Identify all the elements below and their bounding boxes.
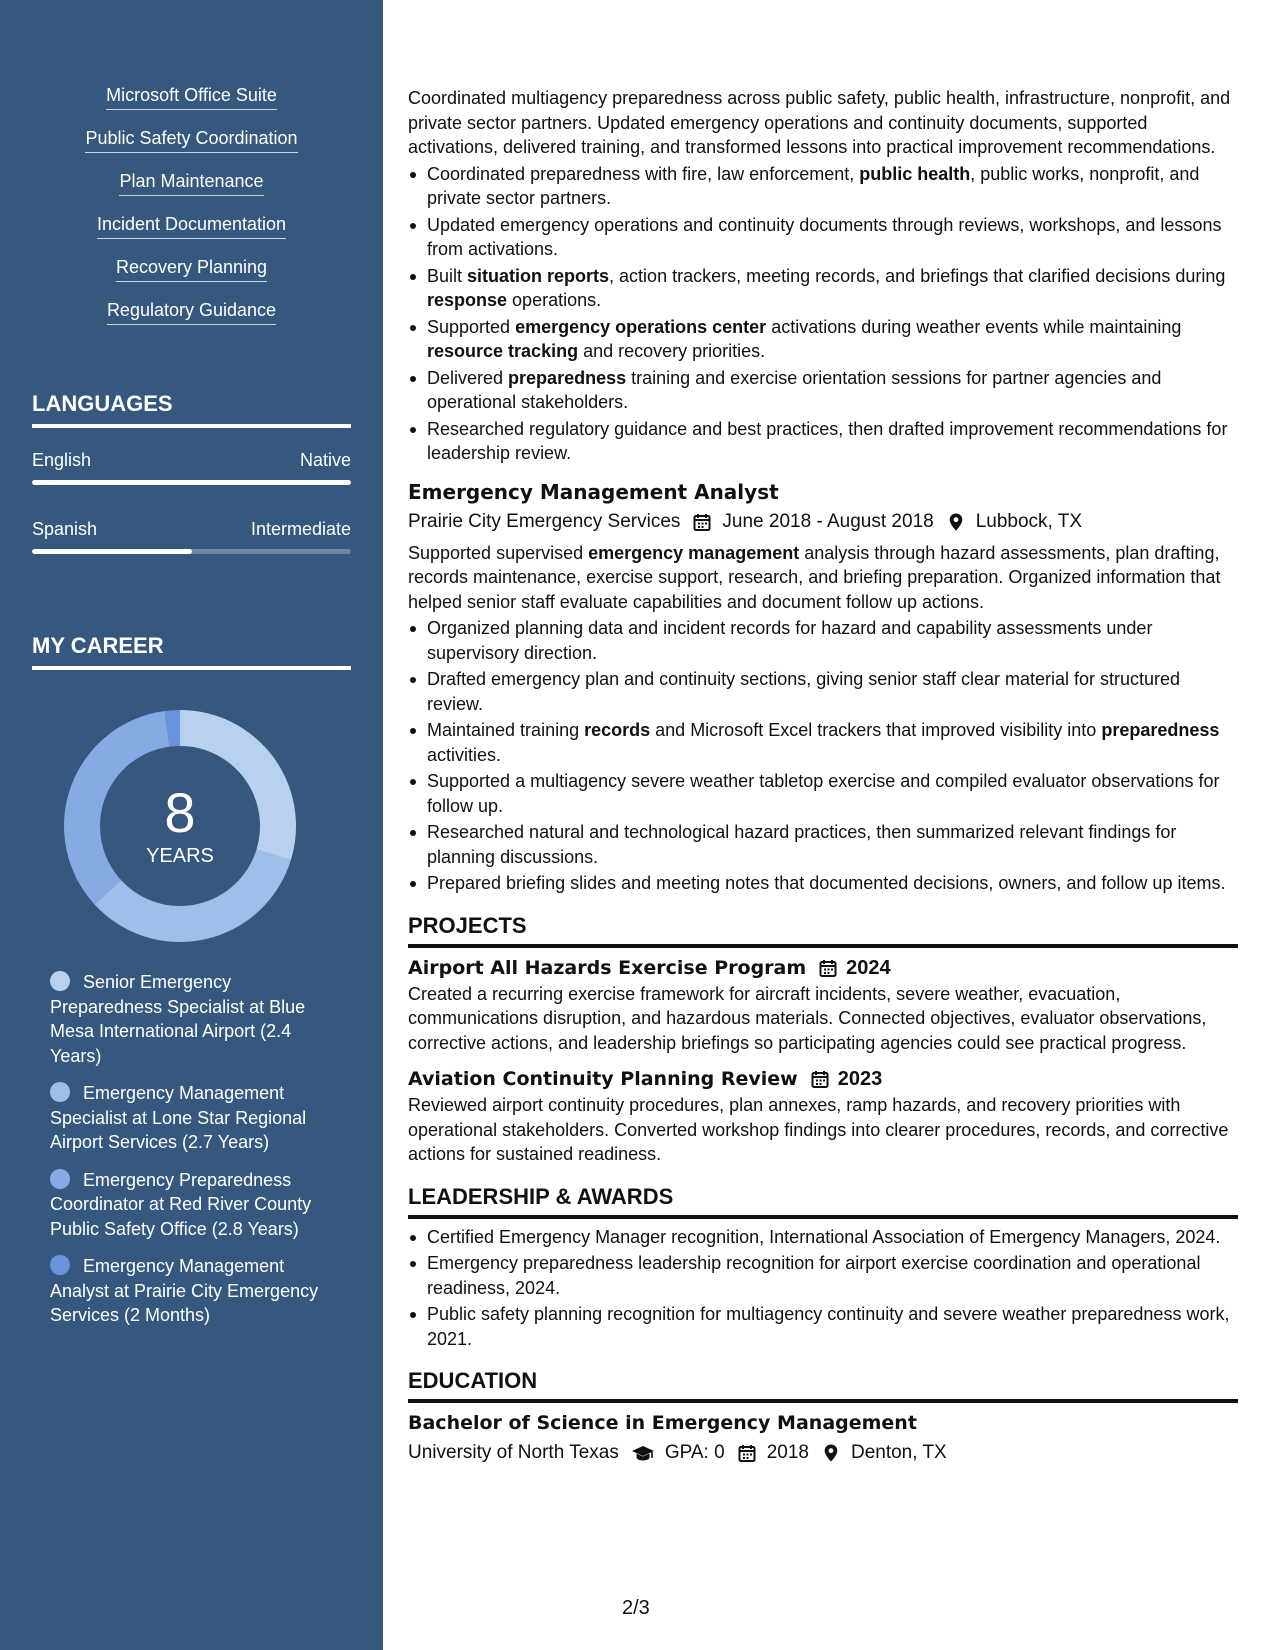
leadership-list (408, 1225, 1238, 1352)
education-meta (408, 1439, 1238, 1467)
bullet-item: Researched natural and technological hazard practices, then summarized relevant findings for planning discussions. (408, 820, 1238, 869)
education-degree: Bachelor of Science in Emergency Management (408, 1412, 917, 1434)
education-school: University of North Texas (408, 1442, 619, 1463)
language-name: Spanish (32, 519, 98, 539)
language-bar (32, 549, 351, 554)
project-title: Aviation Continuity Planning Review (408, 1068, 798, 1090)
donut-center (62, 708, 298, 944)
leadership-item: Certified Emergency Manager recognition, International Association of Emergency Managers, 2024. (408, 1225, 1238, 1250)
job2-company: Prairie City Emergency Services (408, 510, 681, 532)
calendar-icon (737, 1443, 757, 1463)
job2-title: Emergency Management Analyst (408, 479, 779, 504)
legend-dot-icon (50, 1255, 70, 1275)
skill-item: Incident Documentation (97, 213, 286, 239)
main-content (408, 86, 1238, 1472)
project-desc: Reviewed airport continuity procedures, plan annexes, ramp hazards, and recovery priorities with operational stakeholders. Converted workshop findings into clearer procedures, records, and corrective actions for sustained readiness. (408, 1095, 1229, 1164)
job2-bullets (408, 616, 1238, 896)
skill-item: Microsoft Office Suite (106, 84, 277, 110)
career-legend-item (50, 970, 330, 1068)
education-gpa: GPA: 0 (664, 1442, 725, 1463)
location-pin-icon (946, 512, 966, 532)
language-bar-fill (32, 549, 192, 554)
project-title: Airport All Hazards Exercise Program (408, 956, 807, 979)
bullet-item: Delivered preparedness training and exercise orientation sessions for partner agencies and operational stakeholders. (408, 366, 1238, 415)
bullet-item: Prepared briefing slides and meeting notes that documented decisions, owners, and follow up items. (408, 871, 1238, 896)
bullet-item: Organized planning data and incident records for hazard and capability assessments under supervisory direction. (408, 616, 1238, 665)
job2-meta (408, 508, 1238, 536)
education-year: 2018 (766, 1442, 809, 1463)
language-row (32, 449, 351, 471)
career-total: 8 (164, 781, 196, 844)
language-level: Native (299, 450, 351, 470)
legend-dot-icon (50, 1169, 70, 1189)
career-legend-item (50, 1168, 330, 1242)
skill-item: Public Safety Coordination (85, 127, 297, 153)
education-heading: EDUCATION (408, 1367, 1238, 1403)
project-title-row (408, 1065, 1238, 1093)
skills-list (0, 84, 383, 342)
career-legend-item (50, 1254, 330, 1328)
job2-location: Lubbock, TX (975, 510, 1083, 532)
legend-dot-icon (50, 1082, 70, 1102)
project-year: 2024 (846, 956, 891, 979)
career-heading: MY CAREER (32, 632, 351, 670)
languages-heading: LANGUAGES (32, 390, 351, 428)
location-pin-icon (821, 1443, 841, 1463)
calendar-icon (818, 958, 838, 978)
career-legend-item (50, 1081, 330, 1155)
leadership-item: Public safety planning recognition for multiagency continuity and severe weather preparedness work, 2021. (408, 1302, 1238, 1351)
page-number: 2/3 (622, 1597, 650, 1619)
projects-heading: PROJECTS (408, 912, 1238, 948)
bullet-item: Updated emergency operations and continuity documents through reviews, workshops, and lessons from activations. (408, 213, 1238, 262)
bullet-item: Maintained training records and Microsoft Excel trackers that improved visibility into preparedness activities. (408, 718, 1238, 767)
project-year: 2023 (837, 1068, 883, 1090)
career-donut-chart (62, 708, 298, 944)
calendar-icon (810, 1069, 830, 1089)
career-legend-text: Emergency Management Specialist at Lone Star Regional Airport Services (2.7 Years) (50, 1083, 307, 1152)
sidebar (0, 0, 383, 1650)
career-unit: YEARS (146, 845, 214, 867)
leadership-item: Emergency preparedness leadership recognition for airport exercise coordination and operational readiness, 2024. (408, 1251, 1238, 1300)
job2-dates: June 2018 - August 2018 (722, 510, 934, 532)
bullet-item: Researched regulatory guidance and best practices, then drafted improvement recommendations for leadership review. (408, 417, 1238, 466)
language-bar-fill (32, 480, 351, 485)
education-location: Denton, TX (850, 1442, 947, 1463)
calendar-icon (692, 512, 712, 532)
skill-item: Plan Maintenance (119, 170, 263, 196)
career-legend-text: Emergency Preparedness Coordinator at Red River County Public Safety Office (2.8 Years) (50, 1169, 312, 1239)
career-legend (50, 970, 330, 1341)
job1-bullets (408, 162, 1238, 466)
skill-item: Recovery Planning (116, 256, 267, 282)
job2-summary: Supported supervised emergency management analysis through hazard assessments, plan drafting, records maintenance, exercise support, research, and briefing preparation. Organized information that helped senior staff evaluate capabilities and document follow up actions. (408, 542, 1221, 612)
language-row (32, 518, 351, 540)
language-name: English (32, 450, 92, 470)
skill-item: Regulatory Guidance (107, 299, 276, 325)
project-desc: Created a recurring exercise framework for aircraft incidents, severe weather, evacuation, communications disruption, and hazardous materials. Connected objectives, evaluator observations, corrective actions, and leadership briefings so participating agencies could see practical progress. (408, 983, 1207, 1053)
language-level: Intermediate (250, 519, 351, 539)
leadership-heading: LEADERSHIP & AWARDS (408, 1183, 1238, 1219)
bullet-item: Built situation reports, action trackers, meeting records, and briefings that clarified decisions during response operations. (408, 264, 1238, 313)
bullet-item: Supported a multiagency severe weather tabletop exercise and compiled evaluator observations for follow up. (408, 769, 1238, 818)
legend-dot-icon (50, 971, 70, 991)
bullet-item: Drafted emergency plan and continuity sections, giving senior staff clear material for structured review. (408, 667, 1238, 716)
language-bar (32, 480, 351, 485)
graduation-cap-icon (631, 1443, 655, 1463)
bullet-item: Supported emergency operations center activations during weather events while maintaining resource tracking and recovery priorities. (408, 315, 1238, 364)
career-legend-text: Senior Emergency Preparedness Specialist at Blue Mesa International Airport (2.4 Years) (50, 972, 306, 1066)
career-legend-text: Emergency Management Analyst at Prairie City Emergency Services (2 Months) (50, 1256, 319, 1325)
project-title-row (408, 954, 1238, 982)
bullet-item: Coordinated preparedness with fire, law enforcement, public health, public works, nonprofit, and private sector partners. (408, 162, 1238, 211)
job1-summary: Coordinated multiagency preparedness across public safety, public health, infrastructure, nonprofit, and private sector partners. Updated emergency operations and continuity documents, supported activations, delivered training, and transformed lessons into practical improvement recommendations. (408, 88, 1231, 157)
